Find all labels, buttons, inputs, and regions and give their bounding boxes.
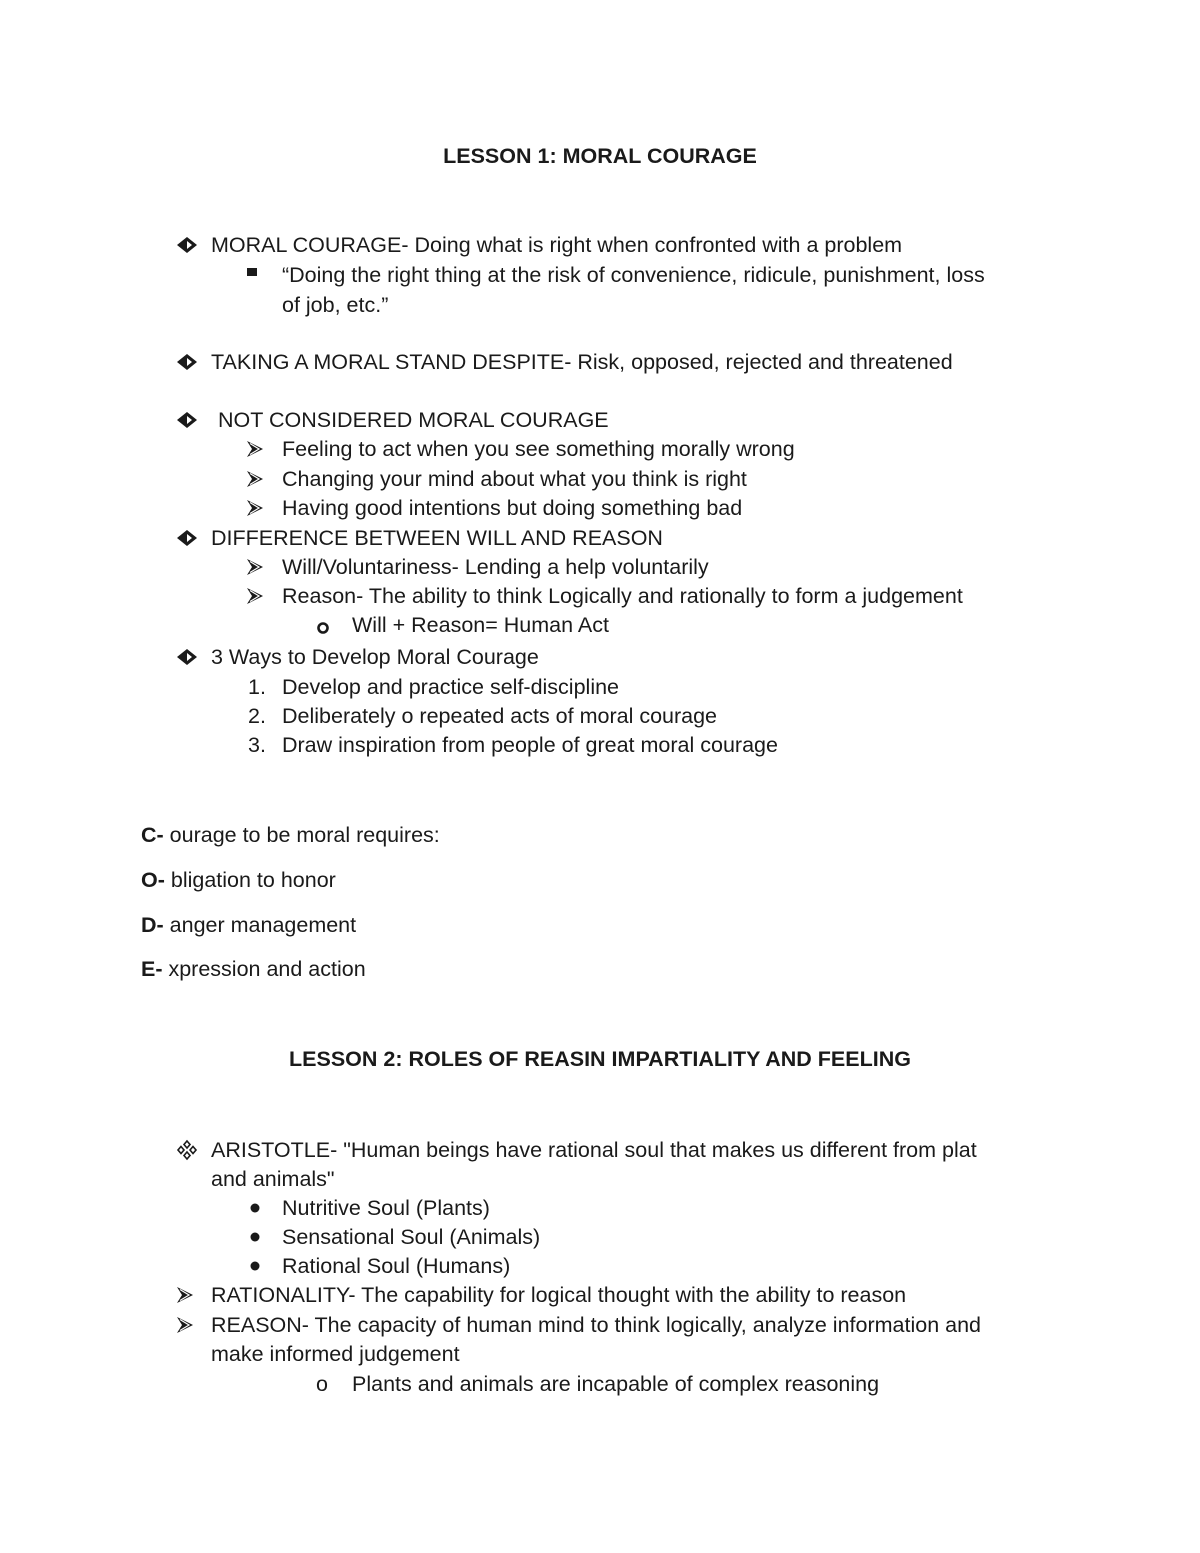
acronym-text: xpression and action xyxy=(162,957,366,981)
circle-bullet-text: o xyxy=(316,1372,328,1396)
square-bullet-icon xyxy=(246,266,258,278)
lesson1-title: LESSON 1: MORAL COURAGE xyxy=(443,144,757,168)
soul-item-3: Rational Soul (Humans) xyxy=(282,1254,511,1278)
taking-stand-item: TAKING A MORAL STAND DESPITE- Risk, opposed, rejected and threatened xyxy=(211,350,953,374)
ways-number-2: 2. xyxy=(248,704,266,728)
arrowhead-bullet-icon xyxy=(245,499,265,517)
ways-sub-3: Draw inspiration from people of great moral courage xyxy=(282,733,778,757)
reason-line-1: REASON- The capacity of human mind to think logically, analyze information and xyxy=(211,1313,982,1337)
not-considered-sub-1: Feeling to act when you see something morally wrong xyxy=(282,437,795,461)
moral-courage-item: MORAL COURAGE- Doing what is right when confronted with a problem xyxy=(211,233,903,257)
ways-item: 3 Ways to Develop Moral Courage xyxy=(211,645,539,669)
ways-sub-1: Develop and practice self-discipline xyxy=(282,675,620,699)
quote-line-1: “Doing the right thing at the risk of convenience, ridicule, punishment, loss xyxy=(282,263,985,287)
reason-line-2: make informed judgement xyxy=(211,1342,460,1366)
difference-item: DIFFERENCE BETWEEN WILL AND REASON xyxy=(211,526,663,550)
acronym-line-d xyxy=(141,915,356,937)
arrowhead-bullet-icon xyxy=(175,1286,195,1304)
acronym-text: anger management xyxy=(163,913,357,937)
diamond-bullet-icon xyxy=(176,648,198,666)
arrowhead-bullet-icon xyxy=(175,1316,195,1334)
lesson2-title: LESSON 2: ROLES OF REASIN IMPARTIALITY AND FEELING xyxy=(289,1047,911,1071)
dot-bullet-icon xyxy=(249,1202,261,1214)
ways-number-3: 3. xyxy=(248,733,266,757)
difference-sub-2: Reason- The ability to think Logically and rationally to form a judgement xyxy=(282,584,963,608)
acronym-line-e xyxy=(141,959,366,981)
arrowhead-bullet-icon xyxy=(245,440,265,458)
aristotle-line-1: ARISTOTLE- "Human beings have rational soul that makes us different from plat xyxy=(211,1138,977,1162)
acronym-text: ourage to be moral requires: xyxy=(163,823,440,847)
not-considered-sub-3: Having good intentions but doing something bad xyxy=(282,496,743,520)
difference-sub-1: Will/Voluntariness- Lending a help voluntarily xyxy=(282,555,709,579)
acronym-text: bligation to honor xyxy=(164,868,336,892)
four-diamond-bullet-icon xyxy=(176,1140,198,1160)
quote-line-2: of job, etc.” xyxy=(282,293,389,317)
dot-bullet-icon xyxy=(249,1260,261,1272)
diamond-bullet-icon xyxy=(176,353,198,371)
not-considered-sub-2: Changing your mind about what you think is right xyxy=(282,467,747,491)
diamond-bullet-icon xyxy=(176,529,198,547)
plants-note-item: Plants and animals are incapable of complex reasoning xyxy=(352,1372,880,1396)
diamond-bullet-icon xyxy=(176,411,198,429)
arrowhead-bullet-icon xyxy=(245,587,265,605)
circle-bullet-icon xyxy=(316,621,330,635)
acronym-line-o xyxy=(141,870,336,892)
ways-sub-2: Deliberately o repeated acts of moral courage xyxy=(282,704,718,728)
acronym-line-c xyxy=(141,825,440,847)
soul-item-2: Sensational Soul (Animals) xyxy=(282,1225,541,1249)
not-considered-item: NOT CONSIDERED MORAL COURAGE xyxy=(218,408,609,432)
acronym-letter: D- xyxy=(141,913,164,937)
acronym-letter: E- xyxy=(141,957,163,981)
dot-bullet-icon xyxy=(249,1231,261,1243)
diamond-bullet-icon xyxy=(176,236,198,254)
aristotle-line-2: and animals" xyxy=(211,1167,335,1191)
arrowhead-bullet-icon xyxy=(245,558,265,576)
rationality-item: RATIONALITY- The capability for logical thought with the ability to reason xyxy=(211,1283,907,1307)
formula-item: Will + Reason= Human Act xyxy=(352,613,609,637)
ways-number-1: 1. xyxy=(248,675,266,699)
arrowhead-bullet-icon xyxy=(245,470,265,488)
acronym-letter: C- xyxy=(141,823,164,847)
soul-item-1: Nutritive Soul (Plants) xyxy=(282,1196,490,1220)
acronym-letter: O- xyxy=(141,868,165,892)
